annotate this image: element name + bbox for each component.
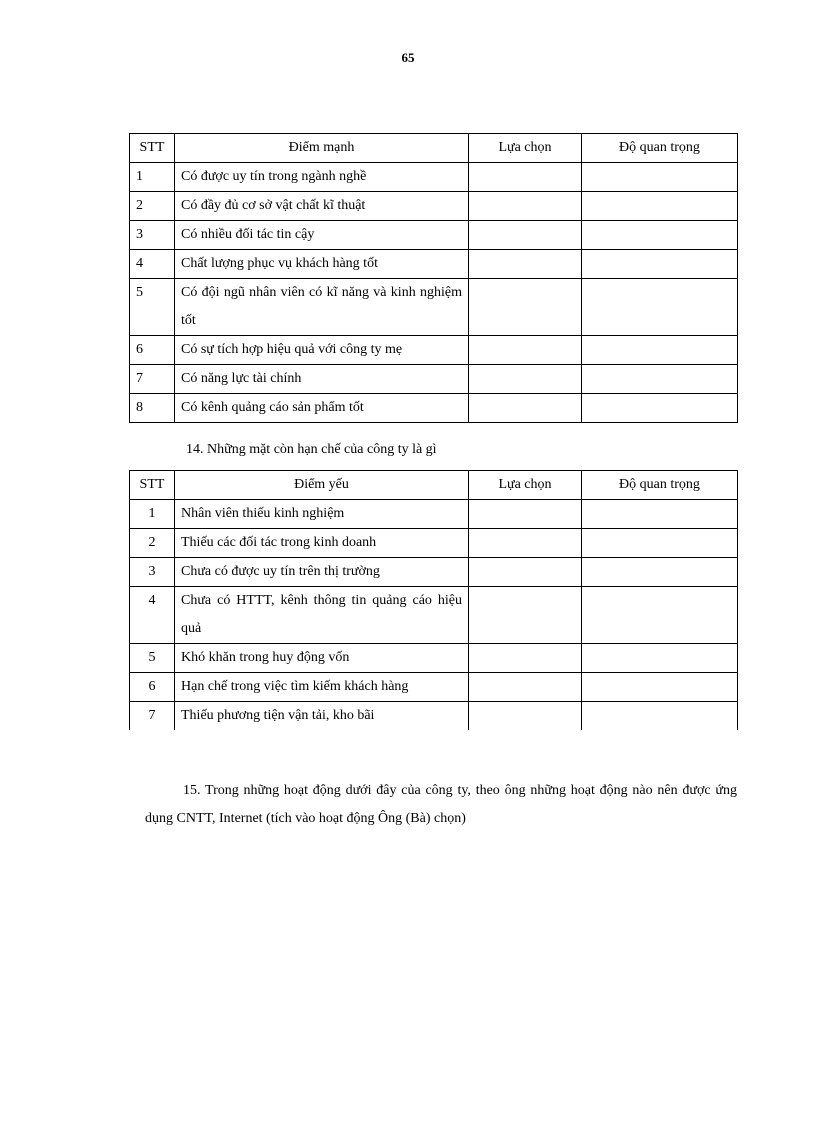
table-row [130,192,738,221]
row-stt: 7 [130,702,175,731]
row-text: Chưa có được uy tín trên thị trường [175,558,469,587]
row-stt: 5 [130,644,175,673]
importance-cell[interactable] [582,279,738,336]
row-stt: 4 [130,587,175,644]
row-stt: 1 [130,500,175,529]
table-row [130,558,738,587]
row-stt: 2 [130,192,175,221]
table-row [130,644,738,673]
table-row [130,673,738,702]
row-stt: 6 [130,336,175,365]
header-choice: Lựa chọn [469,134,582,163]
row-text: Có năng lực tài chính [175,365,469,394]
row-text: Có kênh quảng cáo sản phẩm tốt [175,394,469,423]
row-text: Hạn chế trong việc tìm kiếm khách hàng [175,673,469,702]
choice-cell[interactable] [469,587,582,644]
row-text: Có đầy đủ cơ sở vật chất kĩ thuật [175,192,469,221]
row-text: Thiếu phương tiện vận tải, kho bãi [175,702,469,731]
header-strength: Điểm mạnh [175,134,469,163]
question-14: 14. Những mặt còn hạn chế của công ty là gì [186,442,437,457]
row-stt: 6 [130,673,175,702]
row-text: Chưa có HTTT, kênh thông tin quảng cáo hiệu quả [175,587,469,644]
importance-cell[interactable] [582,558,738,587]
header-stt: STT [130,134,175,163]
choice-cell[interactable] [469,163,582,192]
choice-cell[interactable] [469,365,582,394]
choice-cell[interactable] [469,192,582,221]
importance-cell[interactable] [582,529,738,558]
row-stt: 5 [130,279,175,336]
page-number: 65 [401,50,415,65]
table-row [130,336,738,365]
importance-cell[interactable] [582,394,738,423]
table-header-row [130,134,738,163]
row-text: Có sự tích hợp hiệu quả với công ty mẹ [175,336,469,365]
table-header-row [130,471,738,500]
importance-cell[interactable] [582,365,738,394]
header-stt: STT [130,471,175,500]
choice-cell[interactable] [469,336,582,365]
table-row [130,279,738,336]
importance-cell[interactable] [582,192,738,221]
row-text: Có đội ngũ nhân viên có kĩ năng và kinh nghiệm tốt [175,279,469,336]
row-stt: 4 [130,250,175,279]
choice-cell[interactable] [469,702,582,731]
table-row [130,250,738,279]
table-row [130,587,738,644]
table-row [130,221,738,250]
header-importance: Độ quan trọng [582,134,738,163]
importance-cell[interactable] [582,250,738,279]
choice-cell[interactable] [469,394,582,423]
row-text: Nhân viên thiếu kinh nghiệm [175,500,469,529]
question-15: 15. Trong những hoạt động dưới đây của công ty, theo ông những hoạt động nào nên được ứng dụng CNTT, Internet (tích vào hoạt động Ông (Bà) chọn) [145,783,737,826]
table-row [130,702,738,731]
importance-cell[interactable] [582,673,738,702]
header-choice: Lựa chọn [469,471,582,500]
table-row [130,500,738,529]
row-stt: 3 [130,221,175,250]
choice-cell[interactable] [469,279,582,336]
row-text: Khó khăn trong huy động vốn [175,644,469,673]
importance-cell[interactable] [582,644,738,673]
importance-cell[interactable] [582,500,738,529]
table-row [130,529,738,558]
strengths-table [129,133,738,423]
choice-cell[interactable] [469,221,582,250]
row-text: Có nhiều đối tác tin cậy [175,221,469,250]
row-text: Chất lượng phục vụ khách hàng tốt [175,250,469,279]
importance-cell[interactable] [582,587,738,644]
row-stt: 8 [130,394,175,423]
table-row [130,394,738,423]
row-stt: 7 [130,365,175,394]
importance-cell[interactable] [582,163,738,192]
row-stt: 1 [130,163,175,192]
weaknesses-table [129,470,738,730]
header-importance: Độ quan trọng [582,471,738,500]
row-text: Thiếu các đối tác trong kinh doanh [175,529,469,558]
header-weakness: Điểm yếu [175,471,469,500]
choice-cell[interactable] [469,558,582,587]
row-stt: 2 [130,529,175,558]
choice-cell[interactable] [469,250,582,279]
row-stt: 3 [130,558,175,587]
table-row [130,365,738,394]
choice-cell[interactable] [469,529,582,558]
choice-cell[interactable] [469,500,582,529]
choice-cell[interactable] [469,644,582,673]
row-text: Có được uy tín trong ngành nghề [175,163,469,192]
importance-cell[interactable] [582,702,738,731]
choice-cell[interactable] [469,673,582,702]
table-row [130,163,738,192]
importance-cell[interactable] [582,221,738,250]
importance-cell[interactable] [582,336,738,365]
